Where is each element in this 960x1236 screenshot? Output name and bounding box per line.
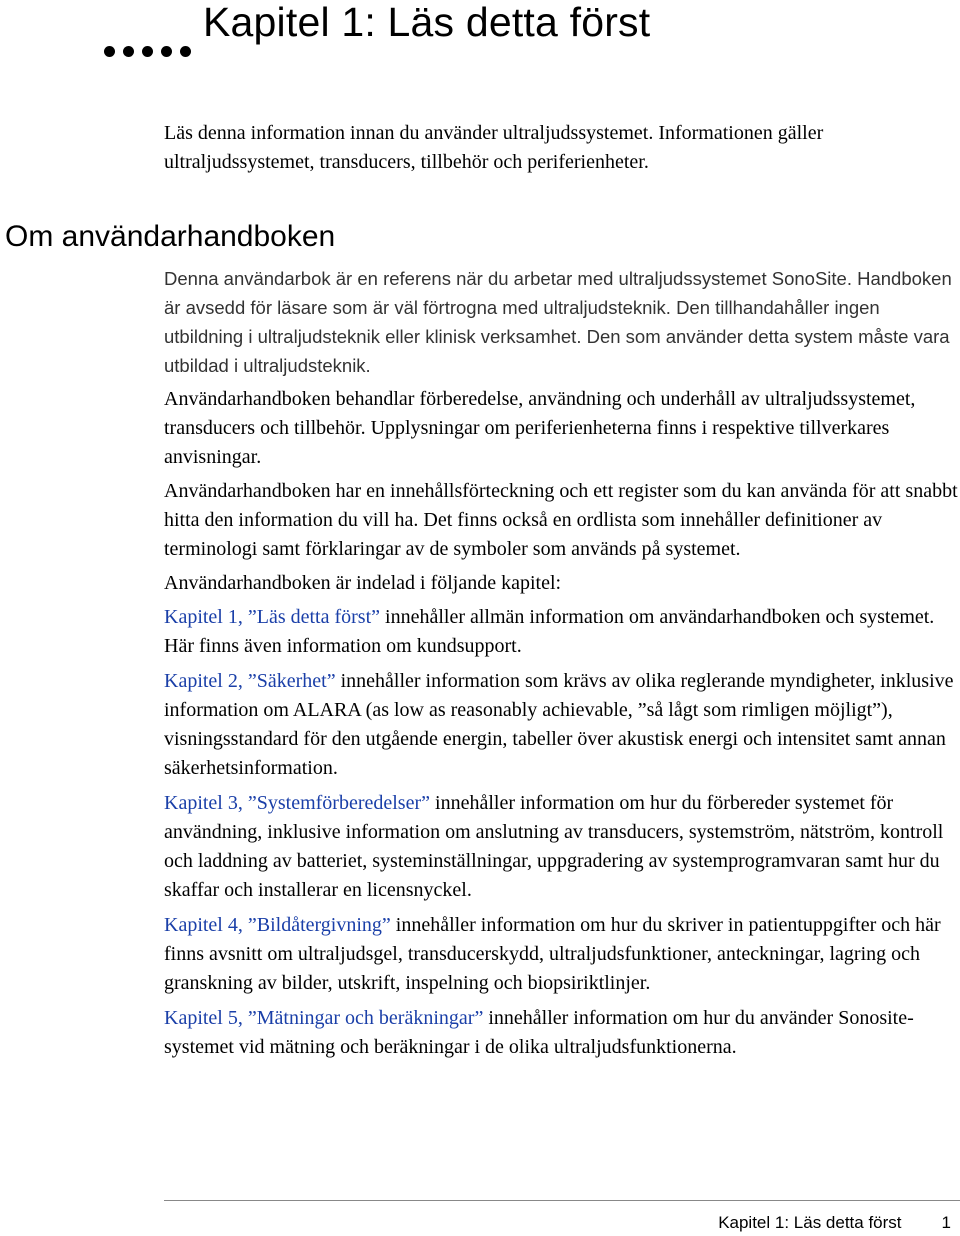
footer-rule <box>164 1200 960 1201</box>
section-body <box>164 264 960 1068</box>
chapter-5-entry <box>164 1004 960 1062</box>
paragraph-chapter-intro: Användarhandboken är indelad i följande kapitel: <box>164 572 562 594</box>
bullet-dot-icon <box>180 46 191 57</box>
chapter-5-link[interactable]: Kapitel 5, ”Mätningar och beräkningar” <box>164 1007 484 1029</box>
chapter-1-description: innehåller allmän information om användarhandboken och systemet. Här finns även information om kundsupport. <box>164 606 935 657</box>
chapter-3-link[interactable]: Kapitel 3, ”Systemförberedelser” <box>164 792 431 814</box>
chapter-1-entry <box>164 603 960 661</box>
chapter-4-description: innehåller information om hur du skriver in patientuppgifter och här finns avsnitt om ultraljudsgel, transducerskydd, ultraljudsfunktioner, anteckningar, lagring och granskning av bilder, utskrift, inspelning och biopsiriktlinjer. <box>164 914 941 994</box>
intro-paragraph: Läs denna information innan du använder ultraljudssystemet. Informationen gäller ultraljudssystemet, transducers, tillbehör och periferienheter. <box>164 122 824 173</box>
footer-chapter-label: Kapitel 1: Läs detta först <box>718 1213 902 1232</box>
page-number: 1 <box>941 1213 951 1232</box>
chapter-4-entry <box>164 911 960 998</box>
chapter-2-description: innehåller information som krävs av olika reglerande myndigheter, inklusive information om ALARA (as low as reasonably achievable, ”så lågt som rimligen möjligt”), visningsstandard för den utgående energin, tabeller över akustisk energi och intensitet samt annan säkerhetsinformation. <box>164 670 954 779</box>
bullet-dot-icon <box>142 46 153 57</box>
chapter-title: Kapitel 1: Läs detta först <box>203 0 651 45</box>
bullet-dot-icon <box>123 46 134 57</box>
page-footer <box>718 1213 951 1233</box>
chapter-2-entry <box>164 667 960 783</box>
paragraph-scope: Användarhandboken behandlar förberedelse, användning och underhåll av ultraljudssystemet, transducers och tillbehör. Upplysningar om periferienheterna finns i respektive tillverkares anvisningar. <box>164 388 916 468</box>
chapter-1-link[interactable]: Kapitel 1, ”Läs detta först” <box>164 606 381 628</box>
chapter-3-description: innehåller information om hur du förbereder systemet för användning, inklusive information om anslutning av transducers, systemström, nätström, kontroll och laddning av batteriet, systeminställningar, uppgradering av systemprogramvaran samt hur du skaffar och installerar en licensnyckel. <box>164 792 944 901</box>
chapter-dots <box>104 46 191 57</box>
paragraph-purpose: Denna användarbok är en referens när du arbetar med ultraljudssystemet SonoSite. Handboken är avsedd för läsare som är väl förtrogna med ultraljudsteknik. Den tillhandahåller ingen utbildning i ultraljudsteknik eller klinisk verksamhet. Den som använder detta system måste vara utbildad i ultraljudsteknik. <box>164 268 952 376</box>
paragraph-navigation: Användarhandboken har en innehållsförteckning och ett register som du kan använda för att snabbt hitta den information du vill ha. Det finns också en ordlista som innehåller definitioner av terminologi samt förklaringar av de symboler som används på systemet. <box>164 480 958 560</box>
chapter-4-link[interactable]: Kapitel 4, ”Bildåtergivning” <box>164 914 391 936</box>
bullet-dot-icon <box>161 46 172 57</box>
chapter-2-link[interactable]: Kapitel 2, ”Säkerhet” <box>164 670 336 692</box>
bullet-dot-icon <box>104 46 115 57</box>
chapter-3-entry <box>164 789 960 905</box>
section-heading: Om användarhandboken <box>5 220 336 253</box>
chapter-5-description: innehåller information om hur du använder Sonosite-systemet vid mätning och beräkningar i de olika ultraljudsfunktionerna. <box>164 1007 914 1058</box>
